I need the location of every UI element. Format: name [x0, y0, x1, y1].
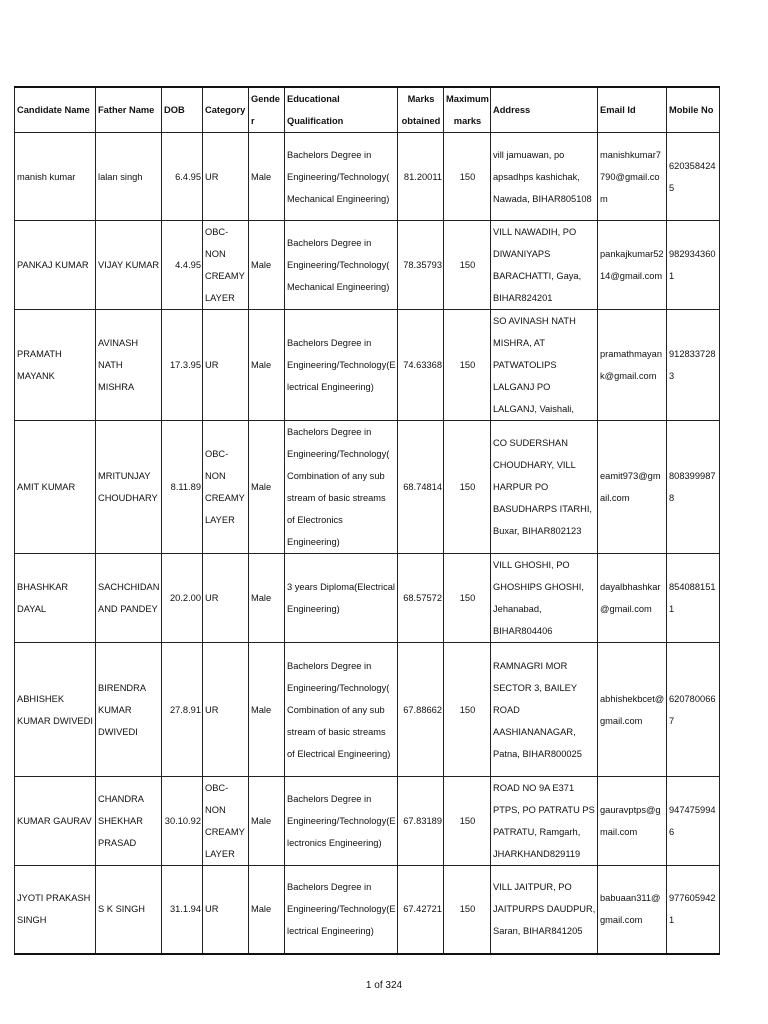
col-header-father-name: Father Name [96, 87, 162, 133]
category-cell: UR [203, 133, 249, 221]
qualification-cell: Bachelors Degree in Engineering/Technology(Mechanical Engineering) [285, 221, 398, 310]
category-cell: UR [203, 554, 249, 643]
candidate-name-cell: JYOTI PRAKASH SINGH [15, 866, 96, 954]
page-number: 1 of 324 [365, 980, 403, 991]
category-cell: UR [203, 866, 249, 954]
dob-cell: 31.1.94 [162, 866, 203, 954]
dob-cell: 27.8.91 [162, 643, 203, 777]
dob-cell: 6.4.95 [162, 133, 203, 221]
father-name-cell: S K SINGH [96, 866, 162, 954]
gender-cell: Male [249, 777, 285, 866]
col-header-dob: DOB [162, 87, 203, 133]
marks-obtained-cell: 68.57572 [398, 554, 444, 643]
qualification-cell: Bachelors Degree in Engineering/Technology(Electronics Engineering) [285, 777, 398, 866]
father-name-cell: BIRENDRA KUMAR DWIVEDI [96, 643, 162, 777]
candidate-table [14, 86, 720, 955]
header-row [15, 87, 720, 133]
address-cell: VILL JAITPUR, PO JAITPURPS DAUDPUR, Saran, BIHAR841205 [491, 866, 598, 954]
email-cell: gauravptps@gmail.com [598, 777, 667, 866]
qualification-cell: Bachelors Degree in Engineering/Technology(Mechanical Engineering) [285, 133, 398, 221]
table-row [15, 310, 720, 421]
maximum-marks-cell: 150 [444, 554, 491, 643]
father-name-cell: VIJAY KUMAR [96, 221, 162, 310]
father-name-cell: MRITUNJAY CHOUDHARY [96, 421, 162, 554]
email-cell: pankajkumar5214@gmail.com [598, 221, 667, 310]
candidate-name-cell: PRAMATH MAYANK [15, 310, 96, 421]
marks-obtained-cell: 74.63368 [398, 310, 444, 421]
dob-cell: 30.10.92 [162, 777, 203, 866]
marks-obtained-cell: 67.88662 [398, 643, 444, 777]
email-cell: manishkumar7790@gmail.com [598, 133, 667, 221]
col-header-qualification: Educational Qualification [285, 87, 398, 133]
mobile-cell: 8083999878 [667, 421, 720, 554]
maximum-marks-cell: 150 [444, 133, 491, 221]
col-header-marks-obtained: Marks obtained [398, 87, 444, 133]
table-row [15, 554, 720, 643]
dob-cell: 20.2.00 [162, 554, 203, 643]
email-cell: eamit973@gmail.com [598, 421, 667, 554]
father-name-cell: CHANDRA SHEKHAR PRASAD [96, 777, 162, 866]
candidate-name-cell: BHASHKAR DAYAL [15, 554, 96, 643]
mobile-cell: 8540881511 [667, 554, 720, 643]
email-cell: dayalbhashkar@gmail.com [598, 554, 667, 643]
gender-cell: Male [249, 221, 285, 310]
mobile-cell: 9829343601 [667, 221, 720, 310]
candidate-name-cell: ABHISHEK KUMAR DWIVEDI [15, 643, 96, 777]
table-row [15, 777, 720, 866]
category-cell: OBC-NON CREAMY LAYER [203, 777, 249, 866]
marks-obtained-cell: 67.42721 [398, 866, 444, 954]
gender-cell: Male [249, 310, 285, 421]
mobile-cell: 9474759946 [667, 777, 720, 866]
candidate-name-cell: AMIT KUMAR [15, 421, 96, 554]
father-name-cell: lalan singh [96, 133, 162, 221]
maximum-marks-cell: 150 [444, 643, 491, 777]
marks-obtained-cell: 68.74814 [398, 421, 444, 554]
maximum-marks-cell: 150 [444, 221, 491, 310]
address-cell: vill jamuawan, po apsadhps kashichak, Nawada, BIHAR805108 [491, 133, 598, 221]
address-cell: RAMNAGRI MOR SECTOR 3, BAILEY ROAD AASHIANANAGAR, Patna, BIHAR800025 [491, 643, 598, 777]
dob-cell: 17.3.95 [162, 310, 203, 421]
gender-cell: Male [249, 643, 285, 777]
address-cell: SO AVINASH NATH MISHRA, AT PATWATOLIPS LALGANJ PO LALGANJ, Vaishali, [491, 310, 598, 421]
category-cell: UR [203, 310, 249, 421]
candidate-name-cell: KUMAR GAURAV [15, 777, 96, 866]
address-cell: VILL NAWADIH, PO DIWANIYAPS BARACHATTI, Gaya, BIHAR824201 [491, 221, 598, 310]
table-row [15, 421, 720, 554]
email-cell: babuaan311@gmail.com [598, 866, 667, 954]
email-cell: pramathmayank@gmail.com [598, 310, 667, 421]
address-cell: CO SUDERSHAN CHOUDHARY, VILL HARPUR PO BASUDHARPS ITARHI, Buxar, BIHAR802123 [491, 421, 598, 554]
qualification-cell: 3 years Diploma(Electrical Engineering) [285, 554, 398, 643]
marks-obtained-cell: 67.83189 [398, 777, 444, 866]
gender-cell: Male [249, 554, 285, 643]
gender-cell: Male [249, 866, 285, 954]
address-cell: VILL GHOSHI, PO GHOSHIPS GHOSHI, Jehanabad, BIHAR804406 [491, 554, 598, 643]
table-row [15, 866, 720, 954]
mobile-cell: 9128337283 [667, 310, 720, 421]
marks-obtained-cell: 81.20011 [398, 133, 444, 221]
email-cell: abhishekbcet@gmail.com [598, 643, 667, 777]
category-cell: OBC-NON CREAMY LAYER [203, 421, 249, 554]
maximum-marks-cell: 150 [444, 421, 491, 554]
maximum-marks-cell: 150 [444, 310, 491, 421]
qualification-cell: Bachelors Degree in Engineering/Technology(Combination of any sub stream of basic streams of Electrical Engineering) [285, 643, 398, 777]
col-header-category: Category [203, 87, 249, 133]
address-cell: ROAD NO 9A E371 PTPS, PO PATRATU PS PATRATU, Ramgarh, JHARKHAND829119 [491, 777, 598, 866]
father-name-cell: SACHCHIDANAND PANDEY [96, 554, 162, 643]
father-name-cell: AVINASH NATH MISHRA [96, 310, 162, 421]
maximum-marks-cell: 150 [444, 866, 491, 954]
table-row [15, 221, 720, 310]
col-header-email: Email Id [598, 87, 667, 133]
qualification-cell: Bachelors Degree in Engineering/Technology(Combination of any sub stream of basic streams of Electronics Engineering) [285, 421, 398, 554]
qualification-cell: Bachelors Degree in Engineering/Technology(Electrical Engineering) [285, 310, 398, 421]
mobile-cell: 6203584245 [667, 133, 720, 221]
candidate-name-cell: PANKAJ KUMAR [15, 221, 96, 310]
gender-cell: Male [249, 421, 285, 554]
category-cell: OBC-NON CREAMY LAYER [203, 221, 249, 310]
marks-obtained-cell: 78.35793 [398, 221, 444, 310]
candidate-name-cell: manish kumar [15, 133, 96, 221]
table-row [15, 133, 720, 221]
dob-cell: 8.11.89 [162, 421, 203, 554]
col-header-maximum-marks: Maximum marks [444, 87, 491, 133]
col-header-address: Address [491, 87, 598, 133]
table-row [15, 643, 720, 777]
col-header-mobile: Mobile No [667, 87, 720, 133]
category-cell: UR [203, 643, 249, 777]
dob-cell: 4.4.95 [162, 221, 203, 310]
qualification-cell: Bachelors Degree in Engineering/Technology(Electrical Engineering) [285, 866, 398, 954]
col-header-candidate-name: Candidate Name [15, 87, 96, 133]
gender-cell: Male [249, 133, 285, 221]
mobile-cell: 6207800667 [667, 643, 720, 777]
mobile-cell: 9776059421 [667, 866, 720, 954]
maximum-marks-cell: 150 [444, 777, 491, 866]
col-header-gender: Gender [249, 87, 285, 133]
